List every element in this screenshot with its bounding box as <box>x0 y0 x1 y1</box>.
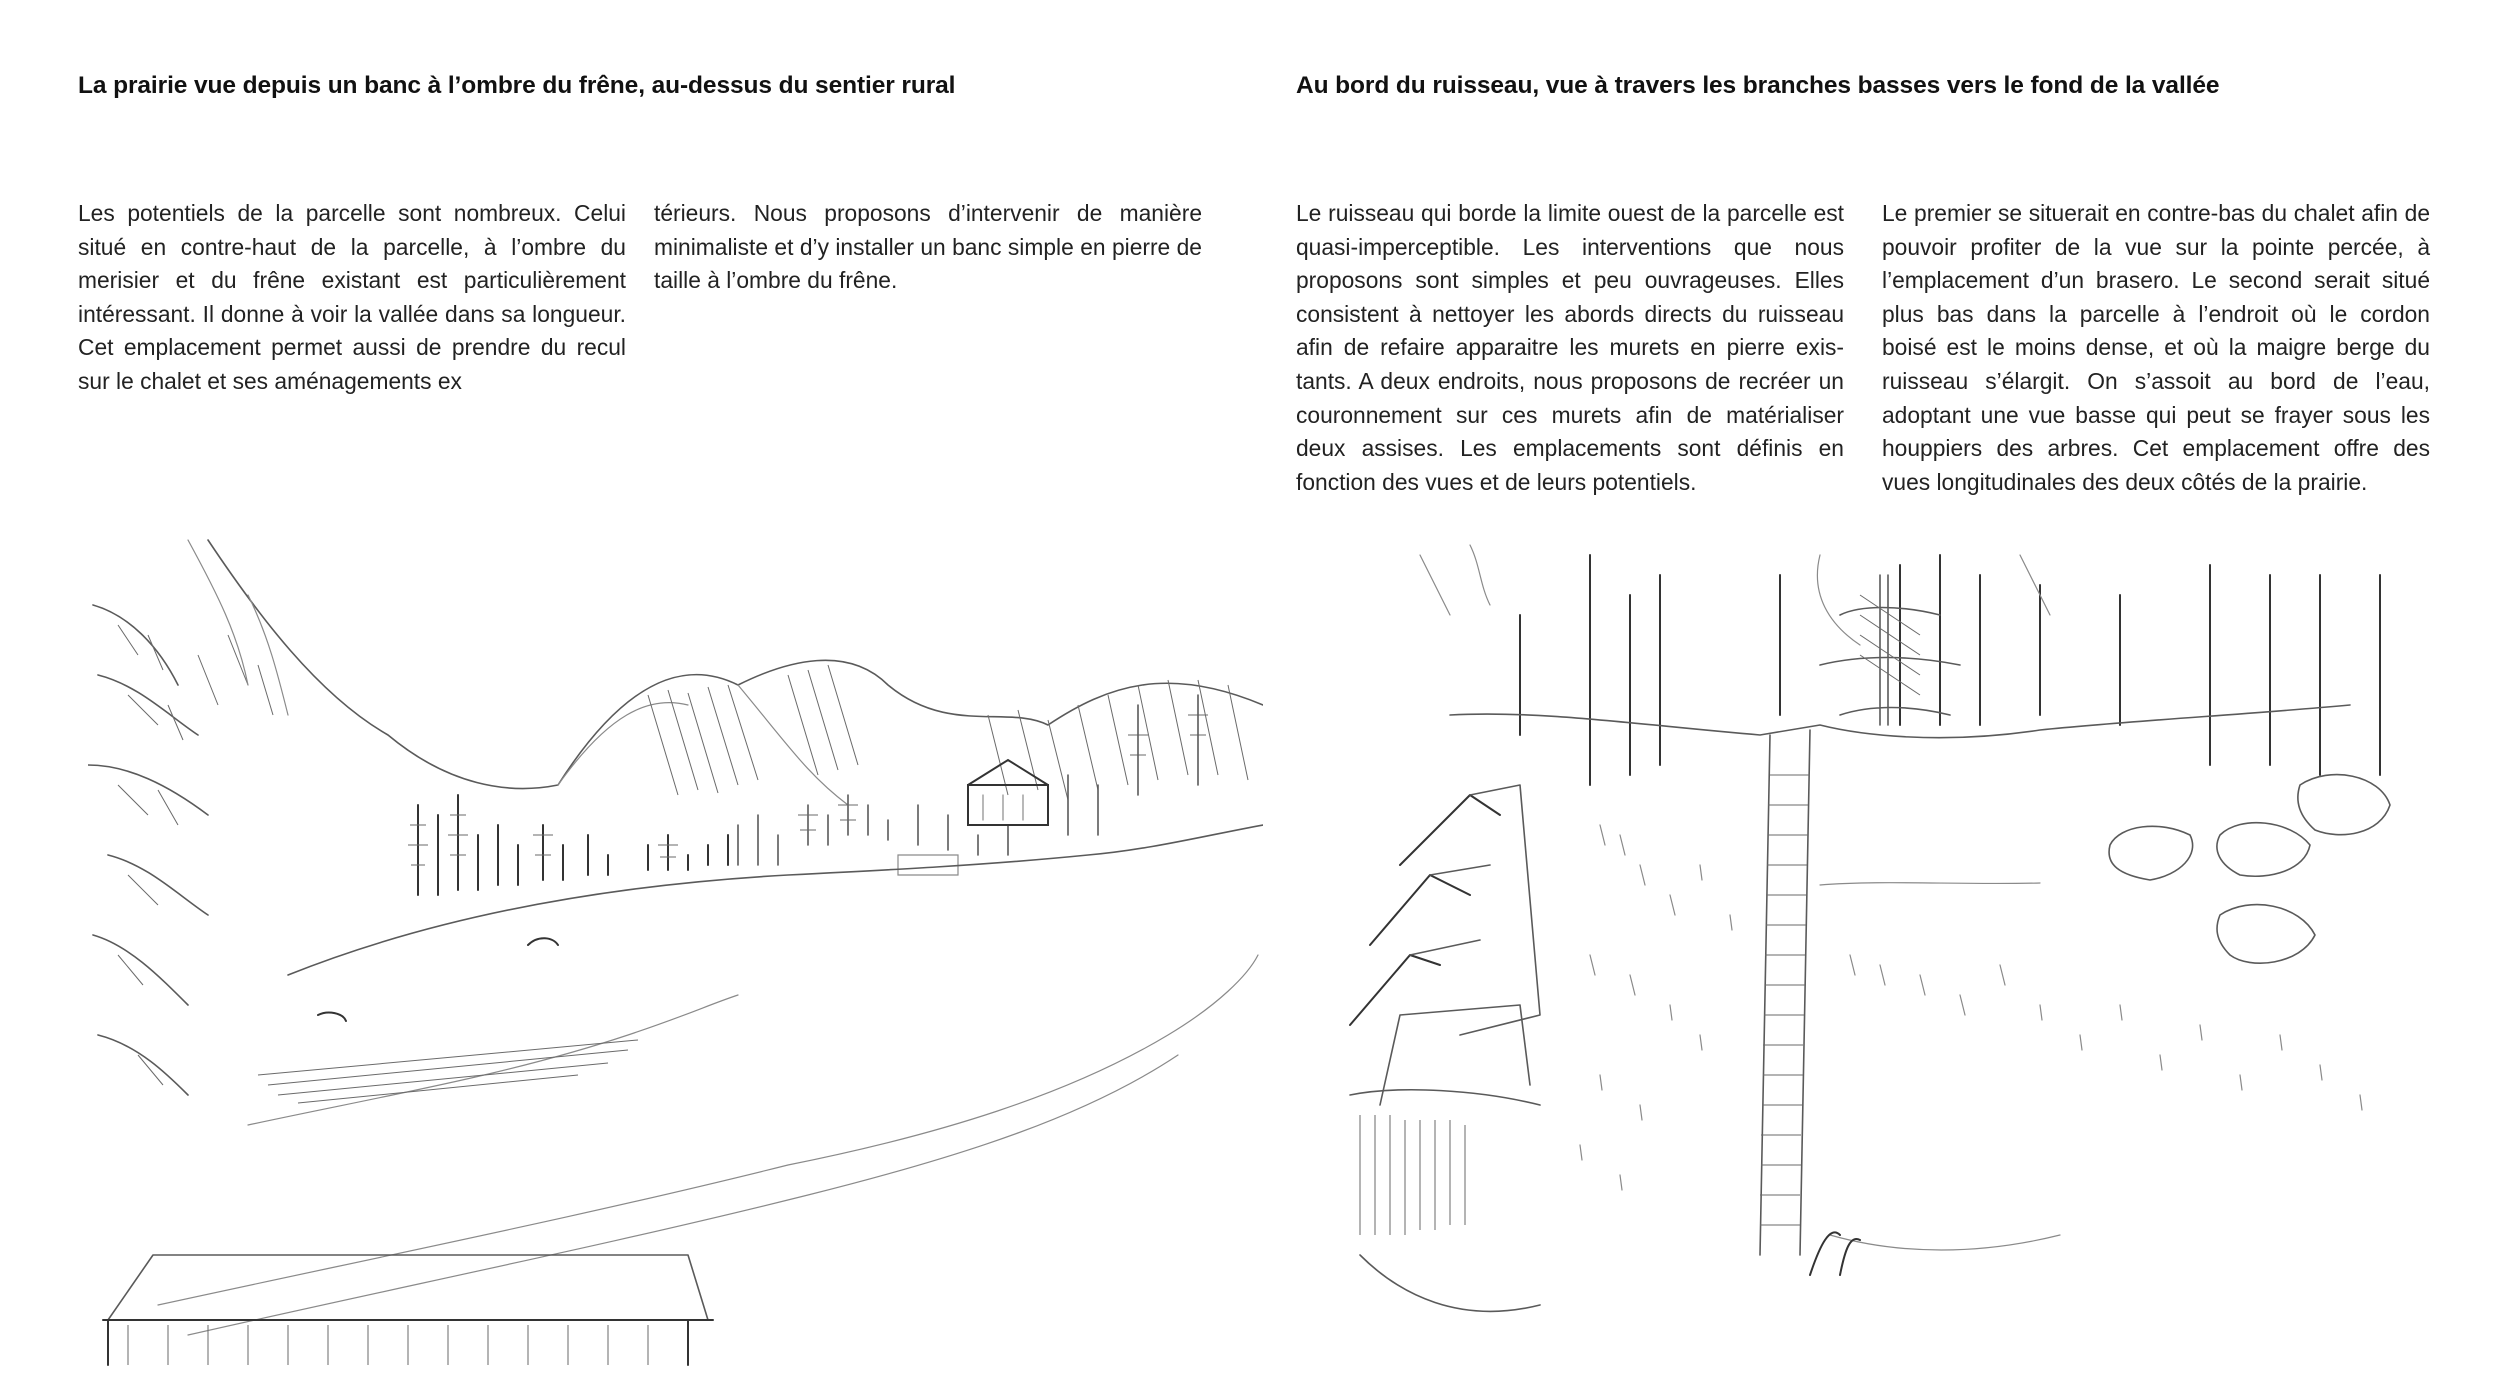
left-section-title: La prairie vue depuis un banc à l’ombre du frêne, au-dessus du sentier rural <box>78 72 956 99</box>
meadow-sketch <box>88 535 1263 1370</box>
left-text-column-2: térieurs. Nous proposons d’intervenir de manière minimaliste et d’y installer un banc simple en pierre de taille à l’ombre du frêne. <box>654 200 1202 294</box>
right-text-column-2: Le premier se situerait en contre-bas du chalet afin de pouvoir profiter de la vue sur la pointe percée, à l’emplacement d’un brasero. Le second serait situé plus bas dans la parcelle à l’endroit où le cordon boisé est le moins dense, et où la maigre berge du ruisseau s’élargit. On s’assoit au bord de l’eau, adoptant une vue basse qui peut se frayer sous les houppiers des arbres. Cet emplacement offre des vues longitudinales des deux côtés de la prairie. <box>1882 200 2430 495</box>
boulders <box>2109 775 2390 964</box>
mountain-ridges <box>208 540 1263 805</box>
retaining-wall <box>1350 705 2350 1311</box>
chalet <box>898 760 1048 875</box>
ground-plants <box>1580 825 2362 1275</box>
stream-sketch <box>1340 535 2450 1370</box>
right-section-title: Au bord du ruisseau, vue à travers les branches basses vers le fond de la vallée <box>1296 72 2220 99</box>
left-foliage <box>88 540 288 1095</box>
left-text-column-1: Les potentiels de la parcelle sont nombreux. Celui situé en contre-haut de la parcelle, à l’ombre du merisier et du frêne existant est particulièrement intéressant. Il donne à voir la vallée dans sa longueur. Cet emplacement permet aussi de prendre du recul sur le chalet et ses aménagements ex <box>78 200 626 394</box>
meadow <box>158 825 1263 1335</box>
tree-line <box>408 695 1208 895</box>
tree-trunks <box>1420 545 2380 785</box>
stream-bank <box>1760 730 2060 1255</box>
bench <box>103 1255 713 1365</box>
right-text-column-1: Le ruisseau qui borde la limite ouest de la parcelle est quasi-imperceptible. Les interventions que nous proposons sont simples et peu ouvrageuses. Elles consistent à nettoyer les abords directs du ruisseau afin de refaire apparaitre les murets en pierre existants. A deux endroits, nous proposons de recréer un couronnement sur ces murets afin de matérialiser deux assises. Les emplacements sont définis en fonction des vues et de leurs potentiels. <box>1296 200 1844 495</box>
